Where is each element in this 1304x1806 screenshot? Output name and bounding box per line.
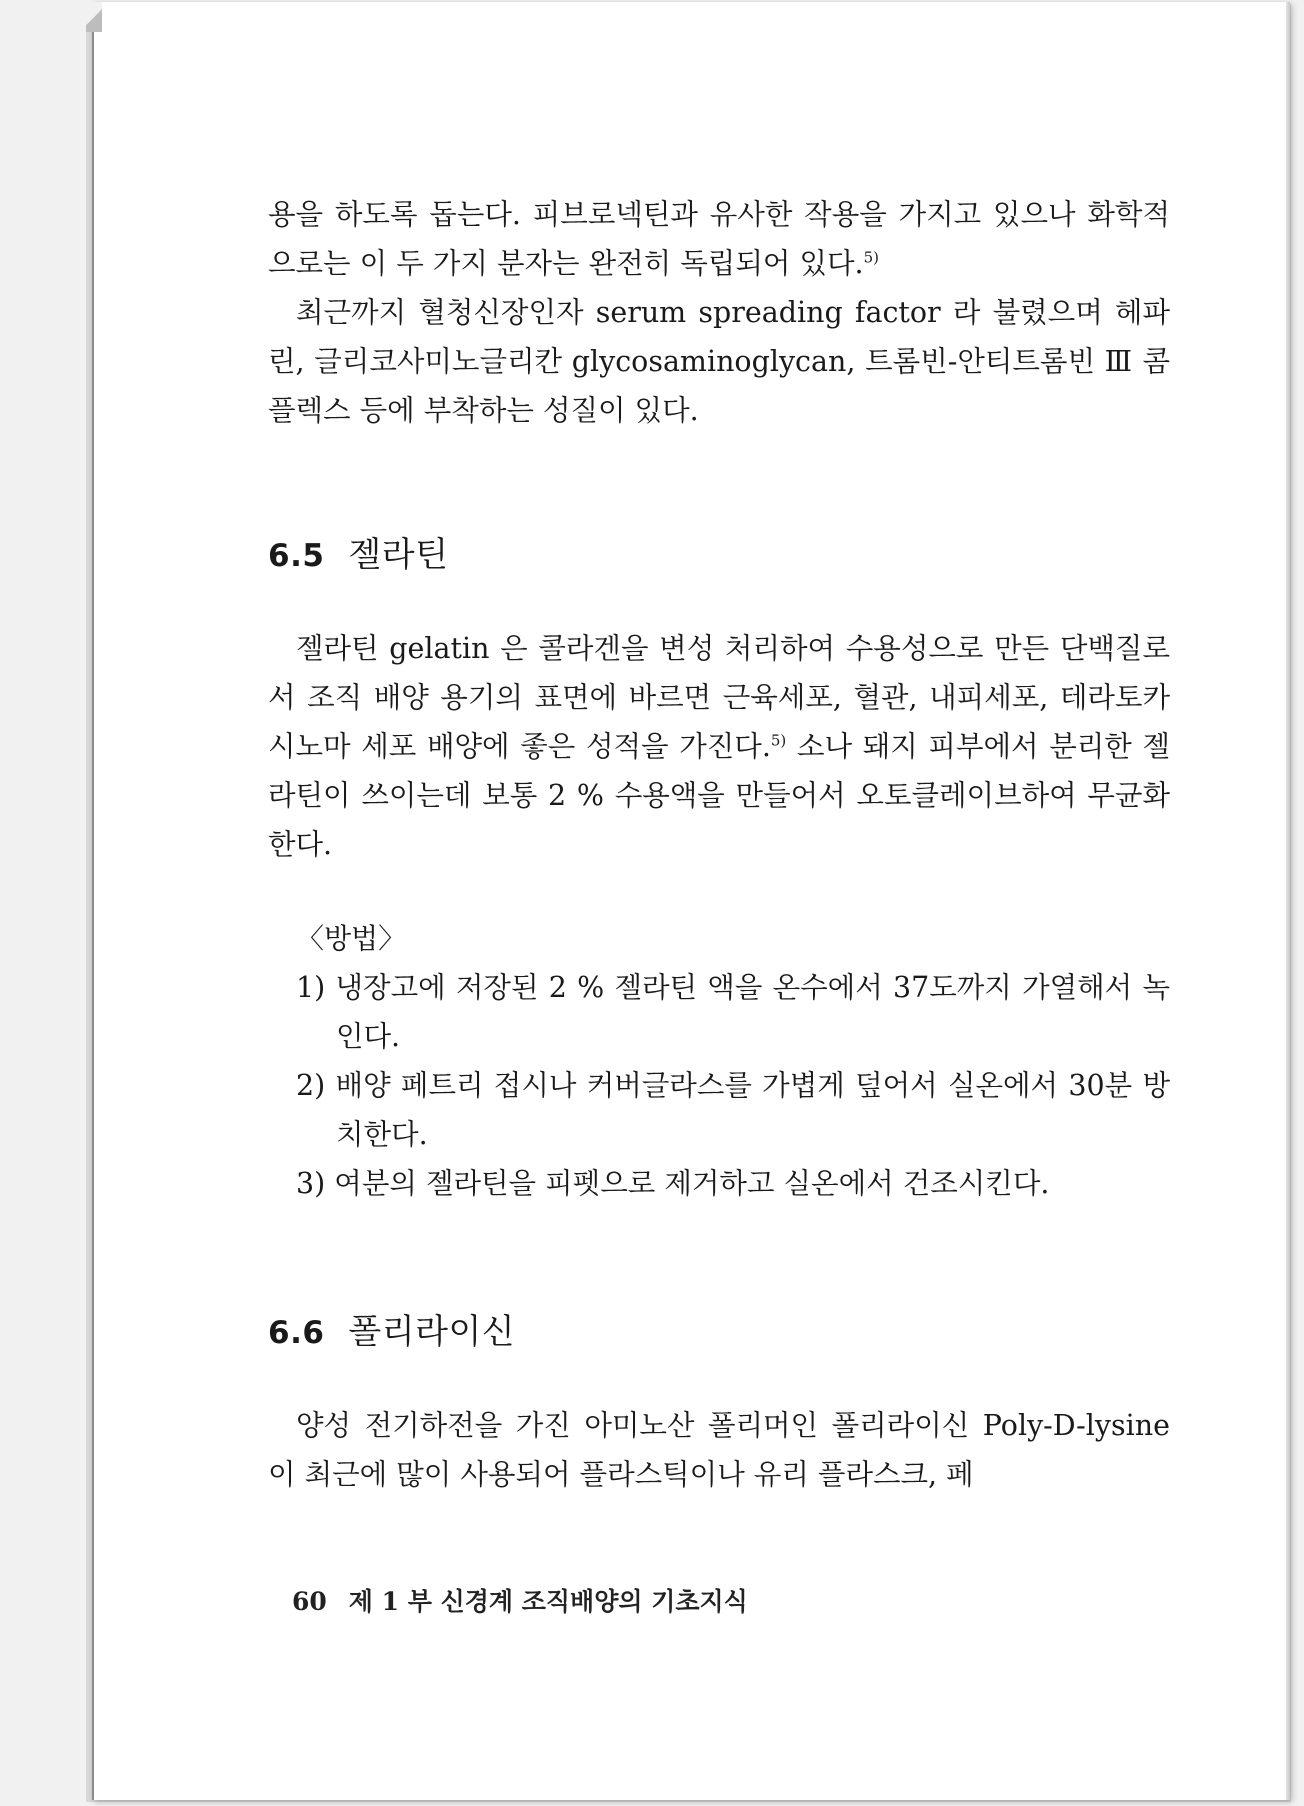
method-step-2: 2) 배양 페트리 접시나 커버글라스를 가볍게 덮어서 실온에서 30분 방치한다. [296, 1069, 1170, 1151]
paragraph-1: 용을 하도록 돕는다. 피브로넥틴과 유사한 작용을 가지고 있으나 화학적으로는 이 두 가지 분자는 완전히 독립되어 있다.$^{5)}$ [268, 198, 1170, 280]
footnote-ref: 5) [863, 248, 879, 267]
method-title: 〈방법〉 [296, 922, 407, 955]
footnote-ref: 5) [770, 731, 787, 750]
page-footer [292, 1582, 748, 1618]
page-content [268, 190, 1170, 1499]
section-title: 폴리라이신 [348, 1312, 516, 1352]
running-footer-text: 제 1 부 신경계 조직배양의 기초지식 [348, 1587, 748, 1616]
paragraph-3: 젤라틴 gelatin 은 콜라겐을 변성 처리하여 수용성으로 만든 단백질로서 조직 배양 용기의 표면에 바르면 근육세포, 혈관, 내피세포, 테라토카시노마 세포 배양에 좋은 성적을 가진다.$^{5)}$ 소나 돼지 피부에서 분리한 젤라틴이 쓰이는데 보통 2 % 수용액을 만들어서 오토클레이브하여 무균화한다. [268, 632, 1170, 861]
section-number: 6.5 [268, 538, 325, 574]
method-step-1: 1) 냉장고에 저장된 2 % 젤라틴 액을 온수에서 37도까지 가열해서 녹인다. [296, 971, 1170, 1053]
paragraph-2: 최근까지 혈청신장인자 serum spreading factor 라 불렸으며 헤파린, 글리코사미노글리칸 glycosaminoglycan, 트롬빈-안티트롬빈 Ⅲ 콤플렉스 등에 부착하는 성질이 있다. [268, 296, 1170, 427]
page-curl [86, 2, 102, 32]
method-step-3: 3) 여분의 젤라틴을 피펫으로 제거하고 실온에서 건조시킨다. [296, 1167, 1050, 1200]
section-heading-6-6 [268, 1304, 1170, 1353]
page-edge [1286, 2, 1290, 1800]
page-number: 60 [292, 1587, 327, 1616]
section-heading-6-5 [268, 527, 1170, 576]
paragraph-4: 양성 전기하전을 가진 아미노산 폴리머인 폴리라이신 Poly-D-lysine이 최근에 많이 사용되어 플라스틱이나 유리 플라스크, 페 [268, 1409, 1170, 1491]
section-title: 젤라틴 [348, 535, 449, 575]
section-number: 6.6 [268, 1315, 325, 1351]
